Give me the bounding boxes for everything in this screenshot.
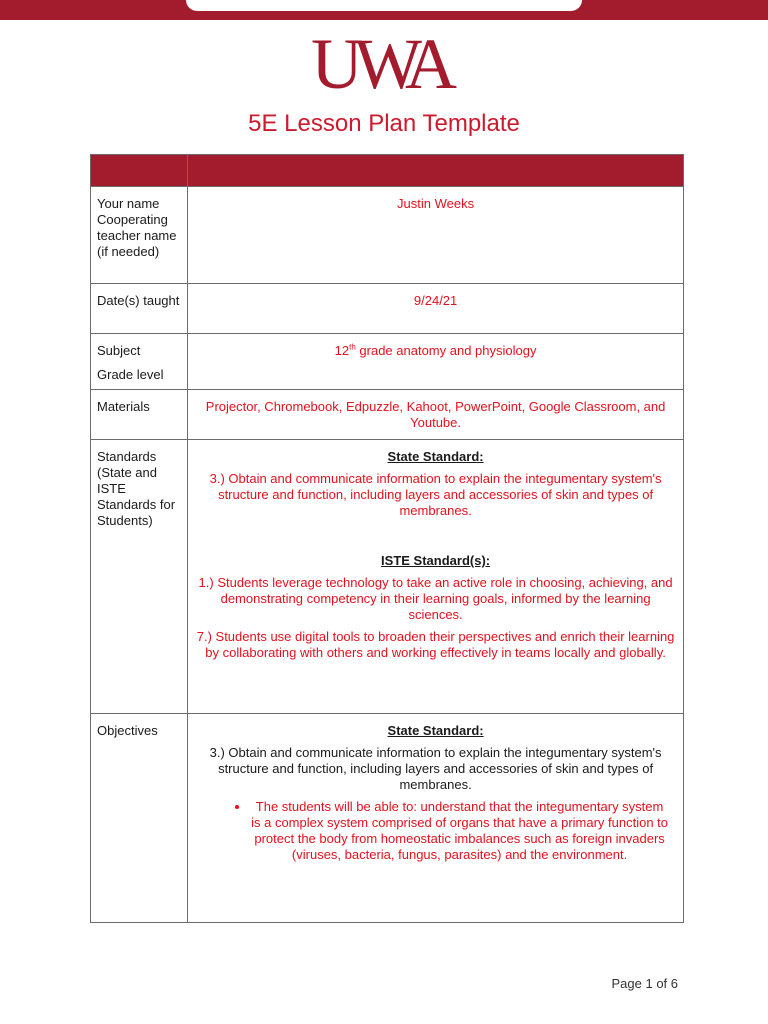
table-row-materials <box>91 390 684 440</box>
table-row-subject <box>91 334 684 390</box>
table-row-objectives <box>91 714 684 923</box>
value-subject <box>188 334 684 390</box>
page-title: 5E Lesson Plan Template <box>248 110 520 137</box>
label-materials: Materials <box>91 390 188 440</box>
header-cell-left <box>91 155 188 187</box>
subject-text: grade anatomy and physiology <box>355 343 537 358</box>
table-row-standards <box>91 440 684 714</box>
objectives-state-text: 3.) Obtain and communicate information to explain the integumentary system's structure and function, including layers and accessories of skin and types of membranes. <box>209 745 662 792</box>
value-names: Justin Weeks <box>188 187 684 284</box>
table-header-row <box>91 155 684 187</box>
iste-standard-7: 7.) Students use digital tools to broaden their perspectives and enrich their learning by collaborating with others and working effectively in teams locally and globally. <box>196 629 675 660</box>
label-subject: Subject <box>97 343 141 358</box>
grade-suffix: th <box>349 342 356 352</box>
value-materials: Projector, Chromebook, Edpuzzle, Kahoot, PowerPoint, Google Classroom, and Youtube. <box>188 390 684 440</box>
uwa-logo: UWA <box>311 24 448 104</box>
label-objectives: Objectives <box>91 714 188 923</box>
value-dates: 9/24/21 <box>188 284 684 334</box>
state-standard-heading: State Standard: <box>387 449 484 464</box>
label-standards: Standards (State and ISTE Standards for Students) <box>91 440 188 714</box>
objectives-state-heading: State Standard: <box>387 723 484 738</box>
label-names: Your name Cooperating teacher name (if needed) <box>91 187 188 284</box>
page-number: Page 1 of 6 <box>611 976 678 991</box>
label-dates: Date(s) taught <box>91 284 188 334</box>
label-subject-grade <box>91 334 188 390</box>
iste-standard-heading: ISTE Standard(s): <box>381 553 491 568</box>
value-objectives <box>188 714 684 923</box>
banner-notch <box>186 0 582 11</box>
table-row-names <box>91 187 684 284</box>
value-standards <box>188 440 684 714</box>
state-standard-text: 3.) Obtain and communicate information to explain the integumentary system's structure and function, including layers and accessories of skin and types of membranes. <box>209 471 662 518</box>
grade-number: 12 <box>334 343 350 358</box>
label-grade: Grade level <box>97 367 164 382</box>
objectives-list <box>196 799 675 863</box>
iste-standard-1: 1.) Students leverage technology to take an active role in choosing, achieving, and demonstrating competency in their learning goals, informed by the learning sciences. <box>198 575 673 622</box>
table-row-dates <box>91 284 684 334</box>
lesson-plan-table <box>90 154 684 923</box>
logo-area <box>0 24 768 104</box>
header-cell-right <box>188 155 684 187</box>
objective-item: • The students will be able to: understand that the integumentary system is a complex system comprised of organs that have a primary function to protect the body from homeostatic imbalances such as foreign invaders (viruses, bacteria, fungus, parasites) and the environment. <box>250 799 669 863</box>
